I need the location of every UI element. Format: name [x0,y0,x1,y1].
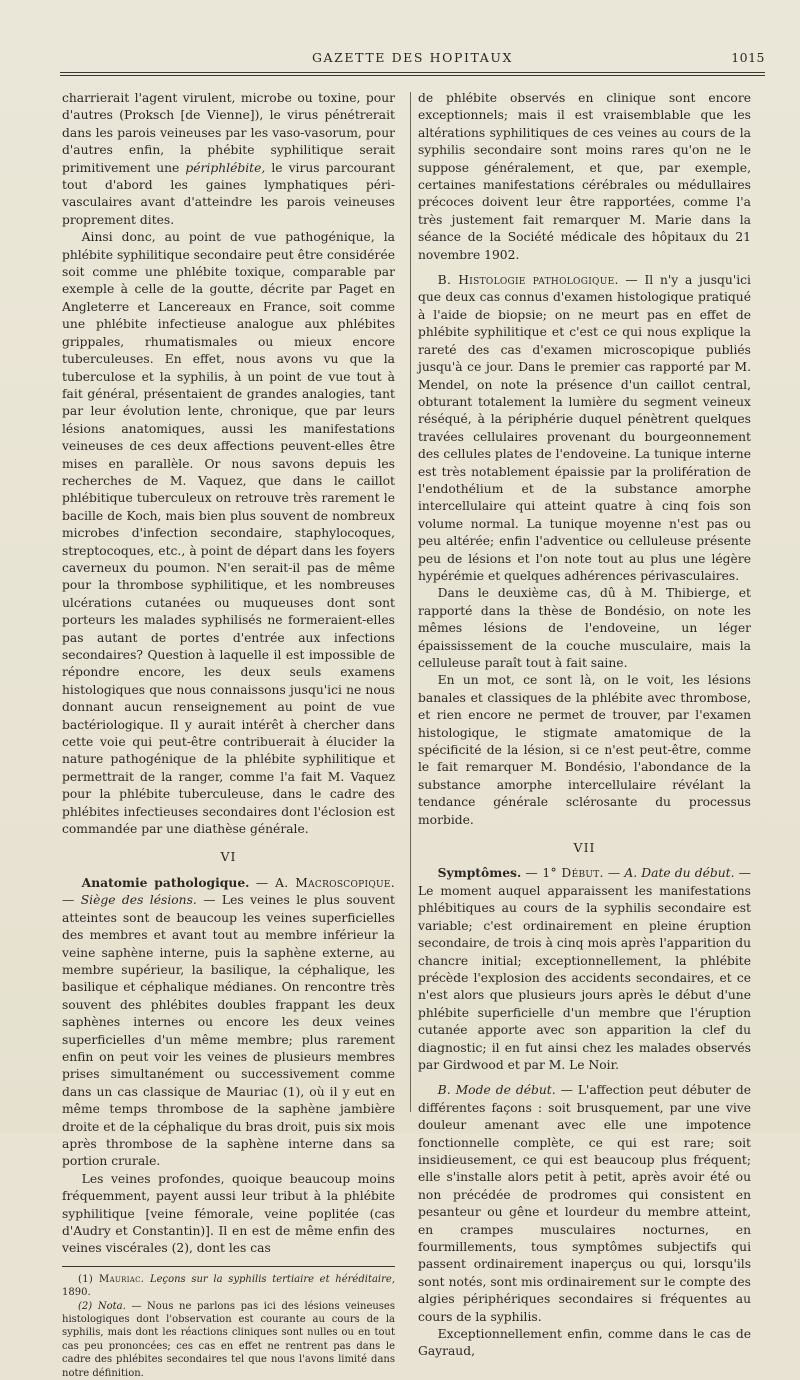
running-title: GAZETTE DES HOPITAUX [311,50,514,65]
paragraph: charrierait l'agent virulent, microbe ou toxine, pour d'autres (Proksch [de Vienne]), le virus pénétrerait dans les parois veineuses par les vaso-vasorum, pour d'autres enfin, la phébite syphilitique serait primitivement une périphlébite, le virus parcourant tout d'abord les gaines lymphatiques péri-vasculaires avant d'atteindre les parois veineuses proprement dites. [62,91,395,227]
right-column [418,90,751,1361]
paragraph: Symptômes. — 1° Début. — A. Date du début. — Le moment auquel apparaissent les manifestations phlébitiques au cours de la syphilis secondaire est variable; c'est ordinairement en pleine éruption secondaire, de trois à cinq mois après l'apparition du chancre initial; exceptionnellement, la phlébite précède l'explosion des accidents secondaires, et ce n'est alors que plusieurs jours après le début d'une phlébite superficielle d'un membre que l'éruption cutanée apporte avec son apparition la clef du diagnostic; il en fut ainsi chez les malades observés par Girdwood et par M. Le Noir. [418,865,751,1072]
page-header [60,50,765,70]
paragraph: En un mot, ce sont là, on le voit, les lésions banales et classiques de la phlébite avec thrombose, et rien encore ne permet de trouver, par l'examen histologique, le stigmate amatomique de la spécificité de la lésion, si ce n'est peut-être, comme le fait remarquer M. Bondésio, l'abondance de la substance amorphe intercellulaire révélant la tendance générale sclérosante du processus morbide. [418,673,751,827]
paragraph: Dans le deuxième cas, dû à M. Thibierge, et rapporté dans la thèse de Bondésio, on note les mêmes lésions de l'endoveine, un léger épaississement de la couche musculaire, mais la celluleuse paraît tout à fait saine. [418,586,751,670]
header-rule [60,72,765,76]
paragraph: Exceptionnellement enfin, comme dans le cas de Gayraud, [418,1327,751,1359]
paragraph: Anatomie pathologique. — A. Macroscopique. — Siège des lésions. — Les veines le plus souvent atteintes sont de beaucoup les veines superficielles des membres et avant tout au membre inférieur la veine saphène interne, puis la saphène externe, au membre supérieur, la basilique, la céphalique, les basilique et céphalique médianes. On rencontre très souvent des phlébites doubles frappant les deux saphènes internes ou encore les deux veines superficielles d'un même membre; plus rarement enfin on peut voir les veines de plusieurs membres prises simultanément ou successivement comme dans un cas classique de Mauriac (1), où il y eut en même temps thrombose de la saphène jambière droite et de la céphalique du bras droit, puis six mois après thrombose de la saphène interne dans sa portion crurale. [62,874,396,1169]
section-heading-vii: VII [573,840,596,856]
paragraph: de phlébite observés en clinique sont encore exceptionnels; mais il est vraisemblable que les altérations syphilitiques de ces veines au cours de la syphilis secondaire sont moins rares qu'on ne le suppose généralement, et que, par exemple, certaines manifestations cérébrales ou médullaires précoces doivent leur être rapportées, comme l'a très justement fait remarquer M. Marie dans la séance de la Société médicale des hôpitaux du 21 novembre 1902. [418,91,751,262]
paragraph: B. Histologie pathologique. — Il n'y a jusqu'ici que deux cas connus d'examen histologique pratiqué à l'aide de biopsie; on ne meurt pas en effet de phlébite syphilitique et c'est ce qui nous explique la rareté des cas d'examen microscopique publiés jusqu'à ce jour. Dans le premier cas rapporté par M. Mendel, on note la présence d'un caillot central, obturant totalement la lumière du segment veineux réséqué, à la périphérie duquel pénètrent quelques travées cellulaires provenant du bourgeonnement des cellules plates de l'endoveine. La tunique interne est très notablement épaissie par la prolifération de l'endothélium et de la substance amorphe intercellulaire qui atteint quatre à cinq fois son volume normal. La tunique moyenne n'est pas ou peu altérée; enfin l'adventice ou celluleuse présente peu de lésions et l'on note tout au plus une légère hypérémie et quelques adhérences périvasculaires. [418,273,751,583]
paragraph: Ainsi donc, au point de vue pathogénique, la phlébite syphilitique secondaire peut être considérée soit comme une phlébite toxique, comparable par exemple à celle de la goutte, décrite par Paget en Angleterre et Lancereaux en France, soit comme une phlébite infectieuse analogue aux phlébites grippales, rhumatismales ou mieux encore tuberculeuses. En effet, nous avons vu que la tuberculose et la syphilis, à un point de vue tout à fait général, présentaient de grandes analogies, tant par leur évolution lente, chronique, que par leurs lésions anatomiques, aussi les manifestations veineuses de ces deux affections peuvent-elles être mises en parallèle. Or nous savons depuis les recherches de M. Vaquez, que dans le caillot phlébitique tuberculeux on retrouve très rarement le bacille de Koch, mais bien plus souvent de nombreux microbes d'infection secondaire, staphylocoques, streptocoques, etc., à point de départ dans les foyers caverneux du poumon. N'en serait-il pas de même pour la thrombose syphilitique, et les nombreuses ulcérations cutanées ou muqueuses dont sont porteurs les malades syphilisés ne formeraient-elles pas autant de portes d'entrée aux infections secondaires? Question à laquelle il est impossible de répondre encore, les deux seuls examens histologiques que nous connaissons jusqu'ici ne nous donnant aucun renseignement au point de vue bactériologique. Il y aurait intérêt à chercher dans cette voie qui peut-être contribuerait à élucider la nature pathogénique de la phlébite syphilitique et permettrait de la ranger, comme l'a fait M. Vaquez pour la phlébite tuberculeuse, dans le cadre des phlébites infectieuses secondaires dont l'éclosion est commandée par une diathèse générale. [62,230,395,837]
footnote-rule [62,1266,395,1267]
paragraph: Les veines profondes, quoique beaucoup moins fréquemment, payent aussi leur tribut à la phlébite syphilitique [veine fémorale, veine poplitée (cas d'Audry et Constantin)]. Il en est de même enfin des veines viscérales (2), dont les cas [62,1171,395,1256]
footnote: (1) Mauriac. Leçons sur la syphilis tertiaire et héréditaire, 1890. [62,1273,395,1299]
left-column [62,90,395,1380]
section-heading-vi: VI [220,849,237,865]
paragraph: B. Mode de début. — L'affection peut débuter de différentes façons : soit brusquement, par une vive douleur amenant avec elle une impotence fonctionnelle complète, ce qui est rare; soit insidieusement, ce qui est beaucoup plus fréquent; elle s'installe alors petit à petit, après avoir été ou non précédée de prodromes qui consistent en pesanteur ou gêne et lourdeur du membre atteint, en crampes musculaires nocturnes, en fourmillements, tous symptômes subjectifs qui passent ordinairement inaperçus ou qui, lorsqu'ils sont notés, sont mis ordinairement sur le compte des algies périphériques secondaires si fréquentes au cours de la syphilis. [418,1083,751,1324]
column-divider [410,92,411,1112]
footnote: (2) Nota. — Nous ne parlons pas ici des lésions veineuses histologiques dont l'observation est courante au cours de la syphilis, mais dont les réactions cliniques sont nulles ou en tout cas peu prononcées; ces cas en effet ne rentrent pas dans le cadre des phlébites secondaires tel que nous l'avons limité dans notre définition. [62,1300,395,1379]
page-number: 1015 [731,50,765,65]
